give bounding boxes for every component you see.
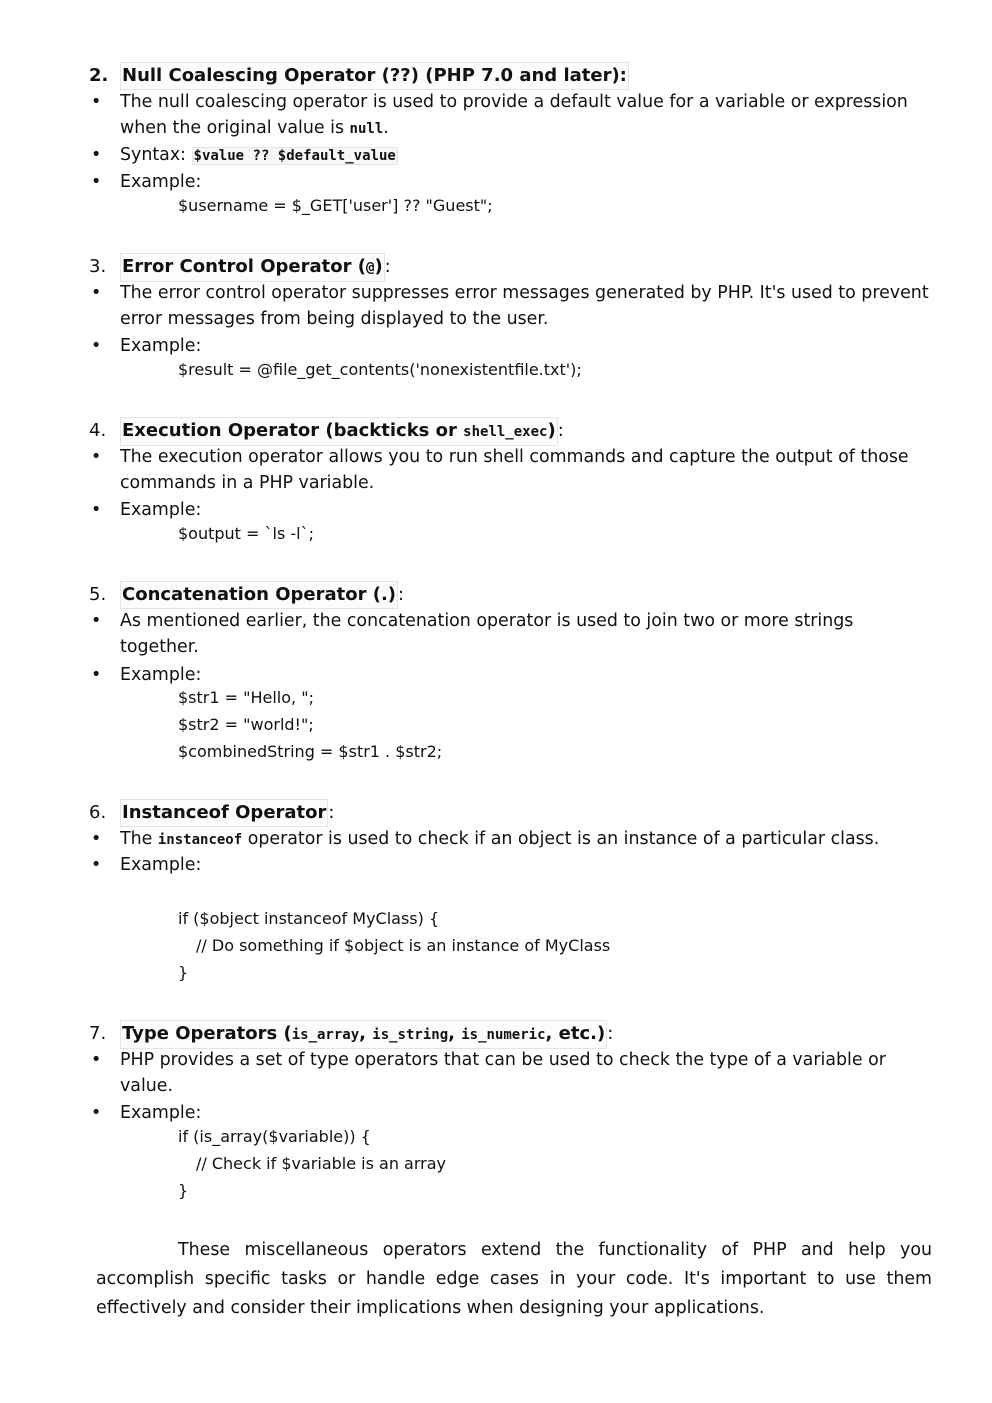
section-title: Null Coalescing Operator (??) (PHP 7.0 and later): [120,62,629,90]
code-line: $str1 = "Hello, "; [178,688,314,707]
inline-code: null [349,121,384,137]
bullet-icon: • [91,1103,102,1123]
list-item: • Example: [91,497,931,523]
conclusion-paragraph: These miscellaneous operators extend the functionality of PHP and help you accomplish specific tasks or handle edge cases in your code. It's important to use them effectively and consider their implications when designing your applications. [96,1240,932,1318]
list-item: • Example: [91,333,931,359]
list-item: • The instanceof operator is used to check if an object is an instance of a particular class. [91,826,931,853]
section-number: 3. [89,256,107,277]
section-title: Type Operators (is_array, is_string, is_numeric, etc.) [120,1020,607,1049]
bullet-icon: • [91,829,102,849]
list-item: • The execution operator allows you to run shell commands and capture the output of those commands in a PHP variable. [91,444,931,496]
list-item: • The error control operator suppresses error messages generated by PHP. It's used to prevent error messages from being displayed to the user. [91,280,931,332]
section-heading-7: 7. Type Operators (is_array, is_string, is_numeric, etc.) : [89,1020,613,1046]
list-item: • Syntax: $value ?? $default_value [91,142,931,169]
section-number: 5. [89,584,107,605]
code-line: if ($object instanceof MyClass) { [178,909,440,928]
code-line: $str2 = "world!"; [178,715,314,734]
bullet-icon: • [91,145,102,165]
code-line: } [178,963,189,982]
code-line: } [178,1181,189,1200]
section-number: 4. [89,420,107,441]
bullet-icon: • [91,447,102,467]
list-item: • Example: [91,662,931,688]
bullet-icon: • [91,336,102,356]
inline-code: $value ?? $default_value [193,148,396,164]
list-item: • Example: [91,1100,931,1126]
code-line: $output = `ls -l`; [178,524,315,543]
list-item: • PHP provides a set of type operators that can be used to check the type of a variable or value. [91,1047,931,1099]
bullet-icon: • [91,500,102,520]
code-line: $username = $_GET['user'] ?? "Guest"; [178,196,493,215]
section-title: Concatenation Operator (.) [120,581,398,609]
list-item: • Example: [91,852,931,878]
list-item: • The null coalescing operator is used to provide a default value for a variable or expression when the original value is null. [91,89,931,142]
section-title: Instanceof Operator [120,799,328,827]
bullet-icon: • [91,172,102,192]
section-number: 6. [89,802,107,823]
section-heading-3: 3. Error Control Operator (@) : [89,253,391,279]
bullet-icon: • [91,665,102,685]
bullet-icon: • [91,283,102,303]
list-item: • Example: [91,169,931,195]
section-heading-6: 6. Instanceof Operator : [89,799,334,825]
code-line: // Do something if $object is an instance of MyClass [196,936,611,955]
bullet-icon: • [91,1050,102,1070]
list-item: • As mentioned earlier, the concatenation operator is used to join two or more strings together. [91,608,931,660]
code-line: $combinedString = $str1 . $str2; [178,742,443,761]
bullet-icon: • [91,855,102,875]
section-heading-5: 5. Concatenation Operator (.) : [89,581,404,607]
bullet-icon: • [91,611,102,631]
section-number: 7. [89,1023,107,1044]
inline-code: instanceof [157,832,243,848]
section-title: Error Control Operator (@) [120,253,385,282]
section-title: Execution Operator (backticks or shell_exec) [120,417,558,446]
section-heading-2 [89,62,629,88]
section-number: 2. [89,65,109,86]
code-line: if (is_array($variable)) { [178,1127,371,1146]
code-line: // Check if $variable is an array [196,1154,446,1173]
bullet-icon: • [91,92,102,112]
section-heading-4: 4. Execution Operator (backticks or shell_exec) : [89,417,564,443]
code-line: $result = @file_get_contents('nonexistentfile.txt'); [178,360,582,379]
